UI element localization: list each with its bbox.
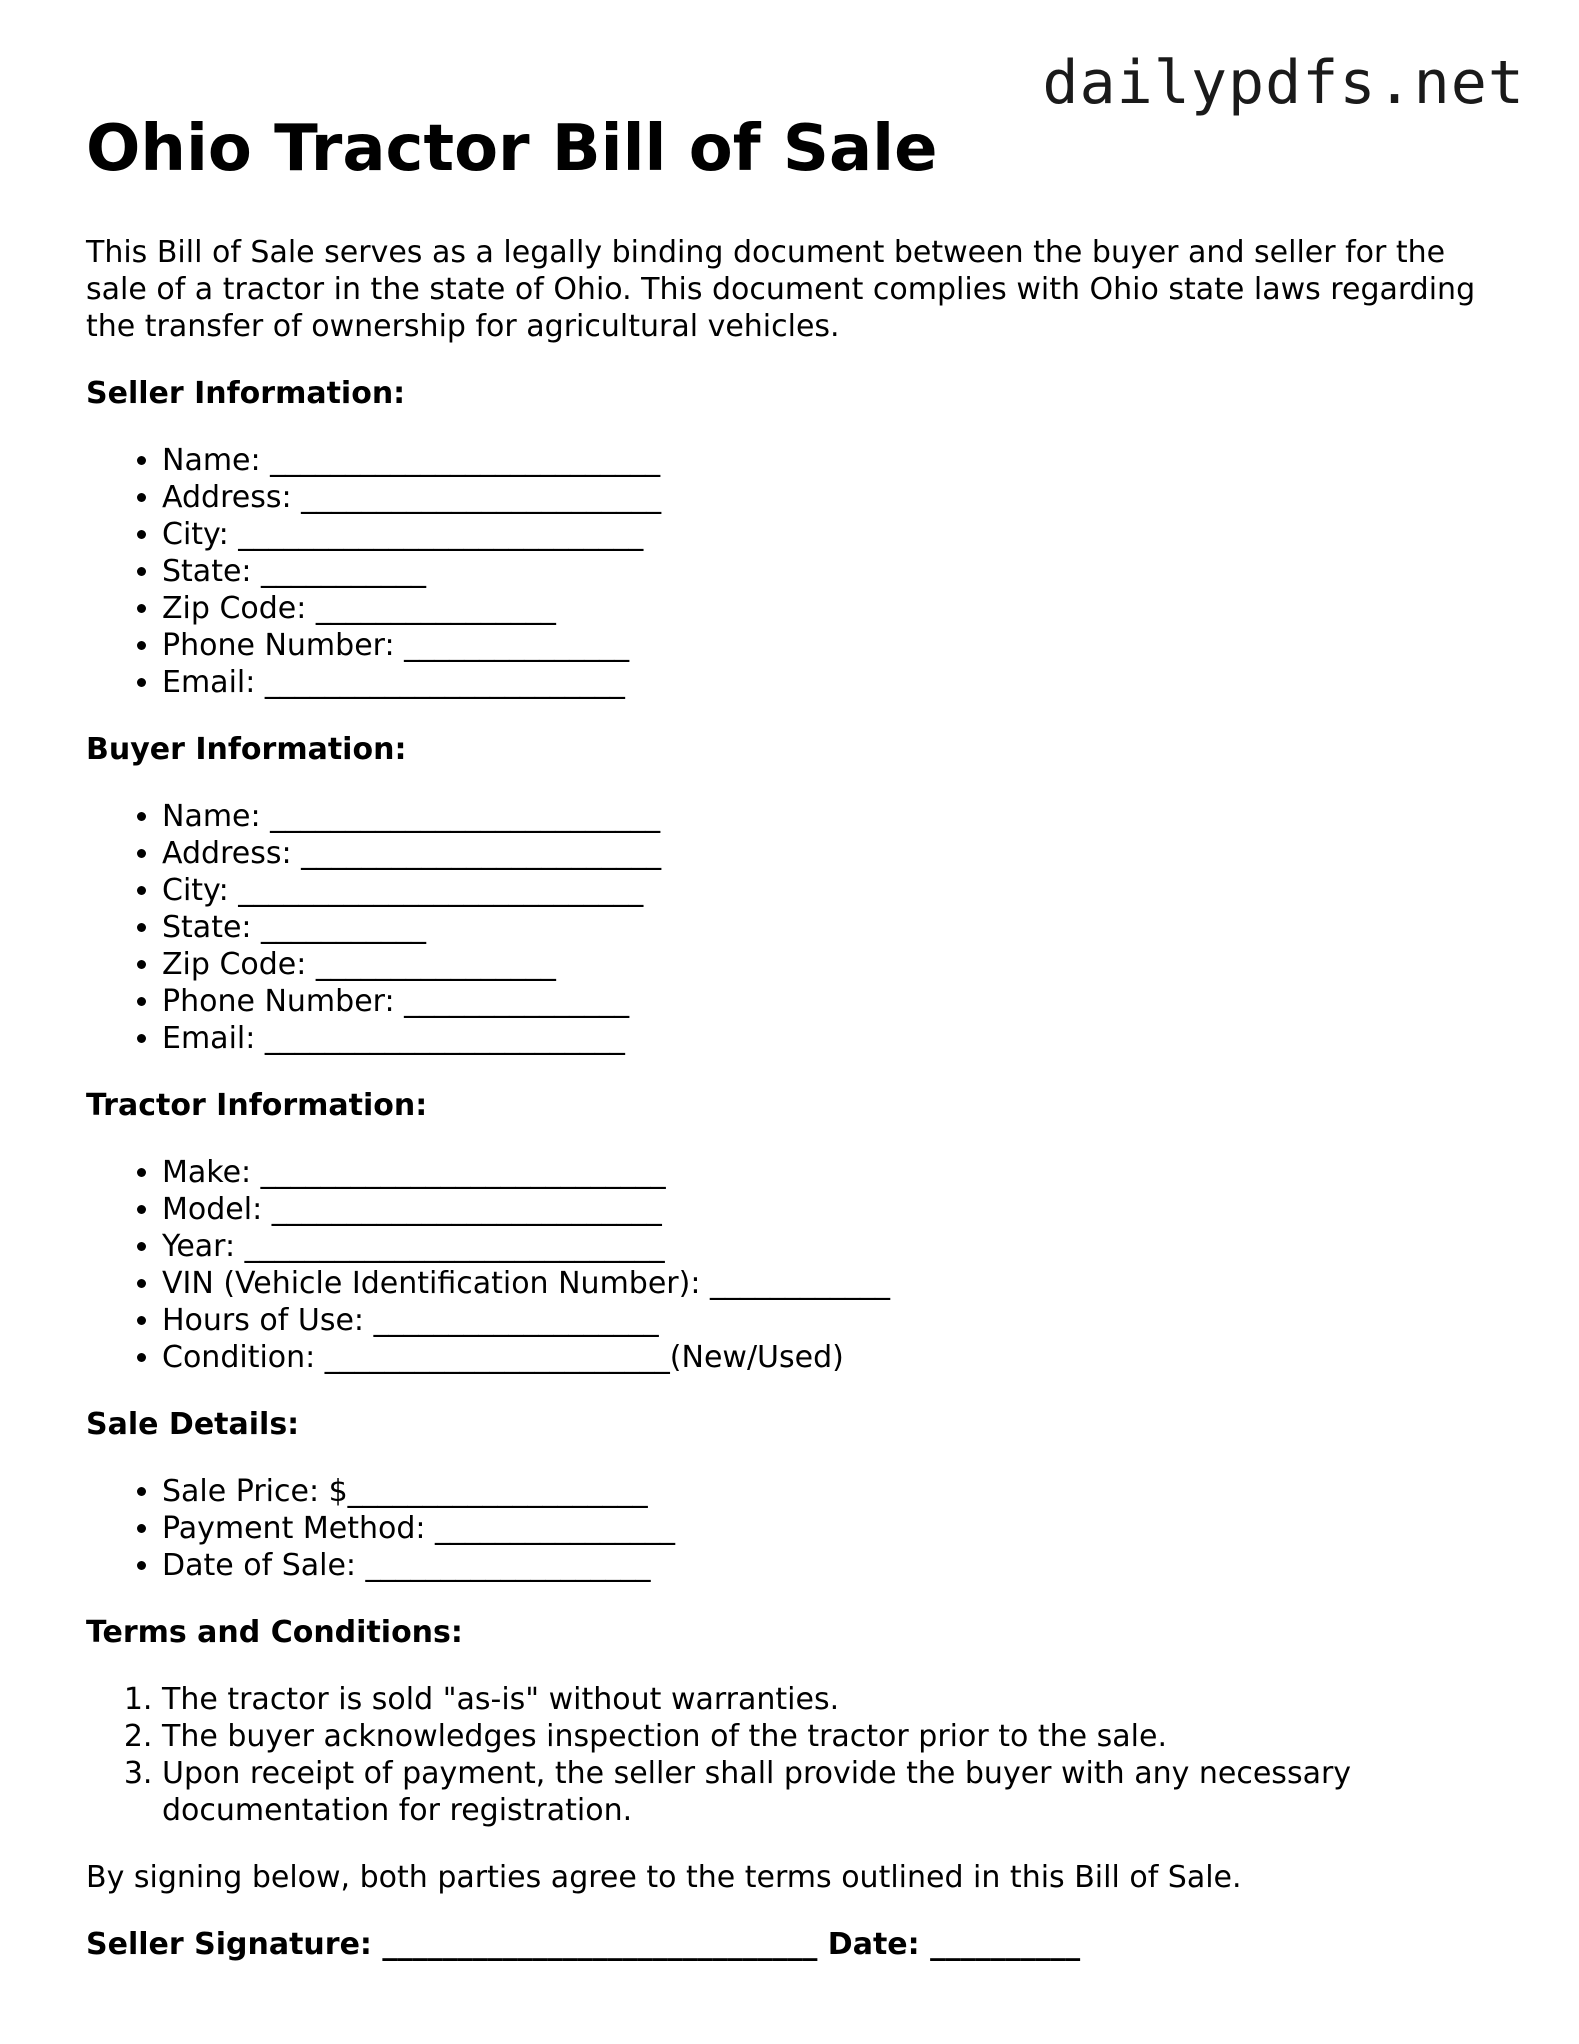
- tractor-field-vin[interactable]: • VIN (Vehicle Identification Number): ____________: [162, 1265, 1506, 1302]
- buyer-heading: Buyer Information:: [86, 732, 407, 767]
- tractor-field-make[interactable]: • Make: ___________________________: [162, 1154, 1506, 1191]
- seller-field-address[interactable]: • Address: ________________________: [162, 479, 1506, 516]
- seller-field-state[interactable]: • State: ___________: [162, 553, 1506, 590]
- terms-list: [86, 1681, 1506, 1829]
- buyer-field-address[interactable]: • Address: ________________________: [162, 835, 1506, 872]
- terms-heading: Terms and Conditions:: [86, 1615, 463, 1650]
- sale-field-payment-method[interactable]: • Payment Method: ________________: [162, 1510, 1506, 1547]
- seller-field-email[interactable]: • Email: ________________________: [162, 664, 1506, 701]
- tractor-field-hours[interactable]: • Hours of Use: ___________________: [162, 1302, 1506, 1339]
- tractor-heading: Tractor Information:: [86, 1088, 428, 1123]
- sale-heading: Sale Details:: [86, 1407, 300, 1442]
- watermark: dailypdfs.net: [1042, 48, 1525, 118]
- terms-item: 1. The tractor is sold "as-is" without warranties.: [162, 1681, 1506, 1718]
- seller-field-phone[interactable]: • Phone Number: _______________: [162, 627, 1506, 664]
- seller-fields-list: [86, 442, 1506, 701]
- buyer-field-name[interactable]: • Name: __________________________: [162, 798, 1506, 835]
- sale-field-date[interactable]: • Date of Sale: ___________________: [162, 1547, 1506, 1584]
- buyer-field-phone[interactable]: • Phone Number: _______________: [162, 983, 1506, 1020]
- buyer-field-zip[interactable]: • Zip Code: ________________: [162, 946, 1506, 983]
- sale-fields-list: [86, 1473, 1506, 1584]
- terms-item: 2. The buyer acknowledges inspection of the tractor prior to the sale.: [162, 1718, 1506, 1755]
- tractor-field-condition[interactable]: • Condition: _______________________(New/Used): [162, 1339, 1506, 1376]
- tractor-fields-list: [86, 1154, 1506, 1376]
- tractor-field-model[interactable]: • Model: __________________________: [162, 1191, 1506, 1228]
- buyer-fields-list: [86, 798, 1506, 1057]
- intro-paragraph: This Bill of Sale serves as a legally binding document between the buyer and seller for the sale of a tractor in the state of Ohio. This document complies with Ohio state laws regarding the transfer of ownership for agricultural vehicles.: [86, 235, 1476, 344]
- buyer-field-city[interactable]: • City: ___________________________: [162, 872, 1506, 909]
- page-title: Ohio Tractor Bill of Sale: [86, 112, 938, 186]
- seller-heading: Seller Information:: [86, 376, 406, 411]
- terms-item: 3. Upon receipt of payment, the seller shall provide the buyer with any necessary documentation for registration.: [162, 1755, 1506, 1829]
- buyer-field-email[interactable]: • Email: ________________________: [162, 1020, 1506, 1057]
- seller-field-zip[interactable]: • Zip Code: ________________: [162, 590, 1506, 627]
- buyer-field-state[interactable]: • State: ___________: [162, 909, 1506, 946]
- sale-field-price[interactable]: • Sale Price: $____________________: [162, 1473, 1506, 1510]
- seller-signature-line[interactable]: Seller Signature: _____________________________ Date: __________: [86, 1927, 1081, 1962]
- seller-field-name[interactable]: • Name: __________________________: [162, 442, 1506, 479]
- tractor-field-year[interactable]: • Year: ____________________________: [162, 1228, 1506, 1265]
- document-body: [86, 110, 1506, 1963]
- closing-statement: By signing below, both parties agree to the terms outlined in this Bill of Sale.: [86, 1860, 1242, 1895]
- seller-field-city[interactable]: • City: ___________________________: [162, 516, 1506, 553]
